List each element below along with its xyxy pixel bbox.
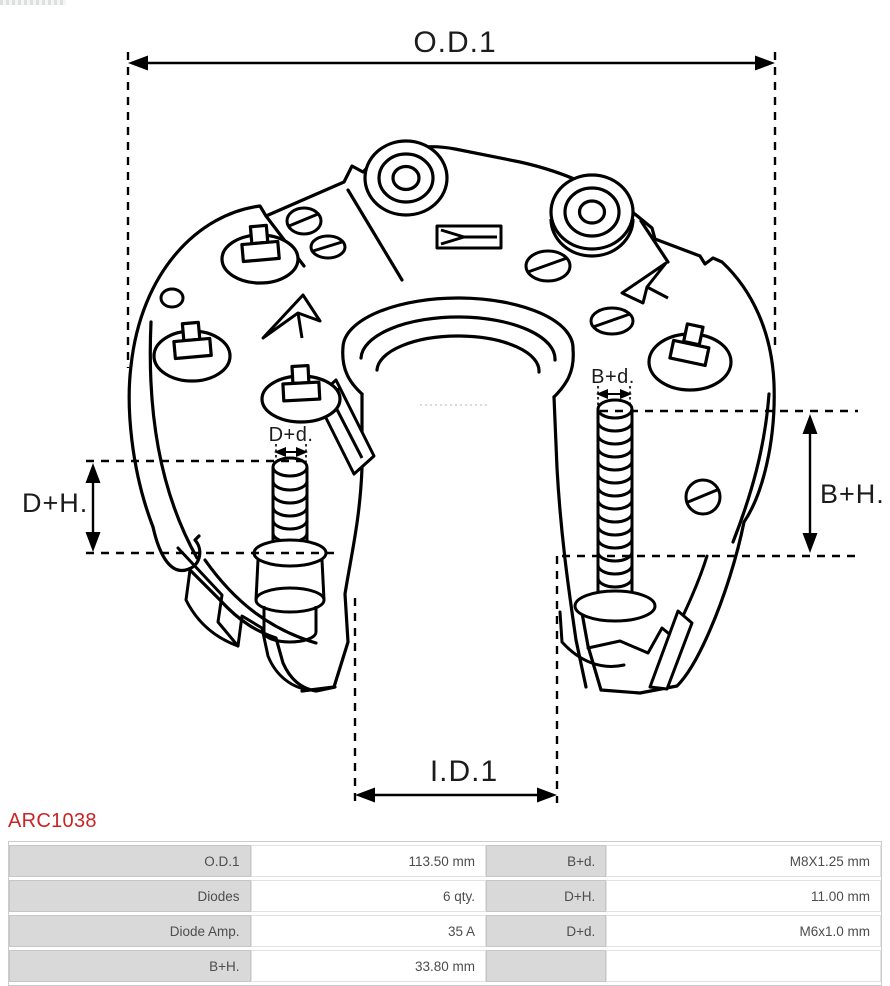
spec-value [606,950,881,982]
dimension-id1 [355,556,557,803]
spec-value: M8X1.25 mm [606,845,881,877]
spec-label: B+d. [486,845,606,877]
diode-pads [154,225,731,422]
spec-label: B+H. [9,950,251,982]
table-row [9,915,881,947]
spec-label: Diodes [9,880,251,912]
spec-label: O.D.1 [9,845,251,877]
spec-value: 113.50 mm [251,845,486,877]
spec-value: 33.80 mm [251,950,486,982]
od1-label: O.D.1 [413,26,497,59]
part-number: ARC1038 [8,810,97,832]
spec-value: 6 qty. [251,880,486,912]
spec-label: Diode Amp. [9,915,251,947]
table-row [9,845,881,877]
stud-left [254,458,326,642]
table-row [9,880,881,912]
spec-label: D+H. [486,880,606,912]
dimension-dd [269,424,314,462]
id1-label: I.D.1 [429,755,499,788]
stud-right [575,400,655,621]
bh-label: B+H. [820,479,885,509]
dd-label: D+d. [268,424,314,446]
bd-label: B+d. [591,366,635,388]
spec-table-container [8,841,882,986]
spec-value: 11.00 mm [606,880,881,912]
spec-value: 35 A [251,915,486,947]
spec-label: D+d. [486,915,606,947]
table-row [9,950,881,982]
spec-label [486,950,606,982]
dh-label: D+H. [22,488,89,518]
spec-table [9,842,881,985]
center-collar [302,298,586,691]
spec-value: M6x1.0 mm [606,915,881,947]
